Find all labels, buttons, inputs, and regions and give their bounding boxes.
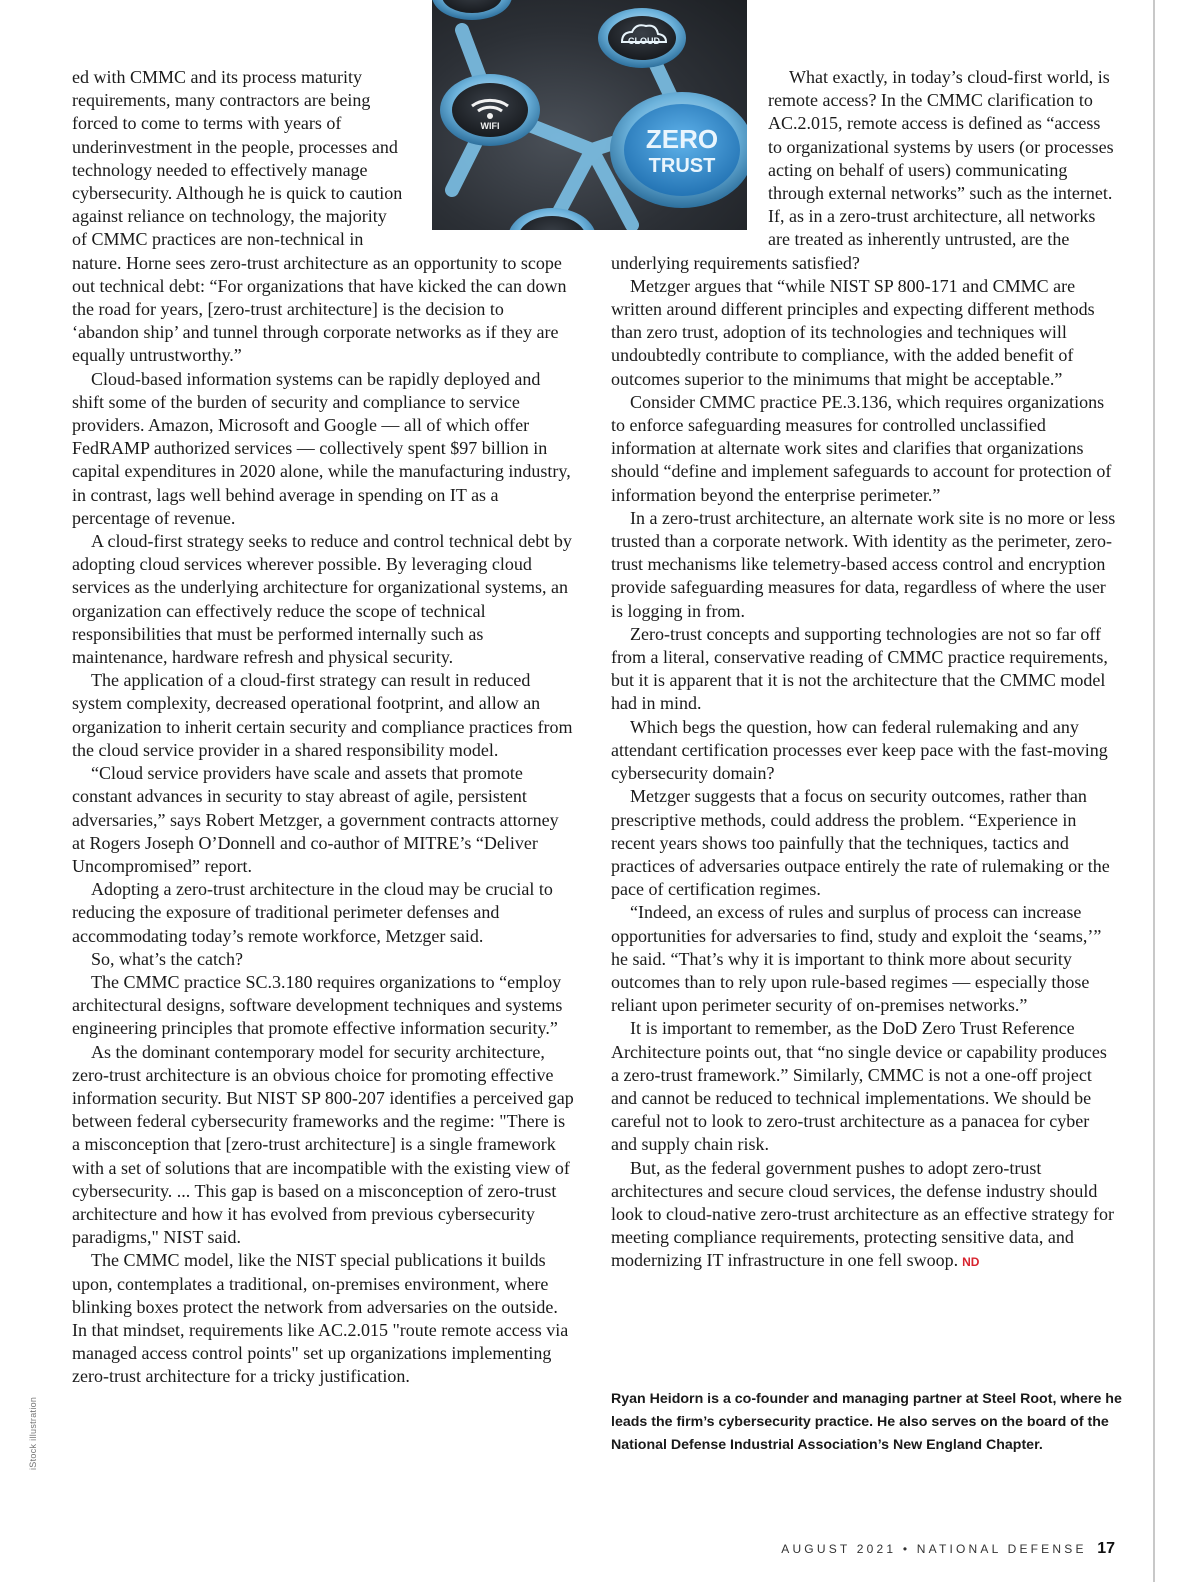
paragraph-text: But, as the federal government pushes to adopt zero-trust architectures and secure cloud services, the defense industry should look to cloud-native zero-trust architecture as an effective strategy for meeting compliance requirements, protecting sensitive data, and modernizing IT infrastructure in one fell swoop. (611, 1157, 1114, 1271)
zero-trust-line1: ZERO (645, 124, 719, 154)
paragraph: “Cloud service providers have scale and assets that promote constant advances in security to stay abreast of agile, persistent adversaries,” says Robert Metzger, a government contracts attorney at Rogers Joseph O’Donnell and co-author of MITRE’s “Deliver Uncompromised” report. (72, 763, 559, 876)
photo-credit: iStock illustration (28, 1396, 38, 1470)
page-edge-rule (1153, 0, 1155, 1582)
paragraph: Zero-trust concepts and supporting technologies are not so far off from a literal, conservative reading of CMMC practice requirements, but it is apparent that it is not the architecture that the CMMC model had in mind. (611, 623, 1108, 714)
paragraph: A cloud-first strategy seeks to reduce and control technical debt by adopting cloud services wherever possible. By leveraging cloud services as the underlying architecture for organizational systems, an organization can effectively reduce the scope of technical responsibilities that must be performed internally such as maintenance, hardware refresh and physical security. (72, 531, 572, 668)
zero-trust-line2: TRUST (648, 155, 716, 177)
paragraph: As the dominant contemporary model for security architecture, zero-trust architecture is an obvious choice for promoting effective information security. But NIST SP 800-207 identifies a perceived gap between federal cybersecurity frameworks and the regime: "There is a misconception that [zero-trust architecture] is a single framework with a set of solutions that are incompatible with the existing view of cybersecurity. ... This gap is based on a misconception of zero-trust architecture and how it has evolved from previous cybersecurity paradigms," NIST said. (72, 1041, 574, 1248)
footer-separator: • (902, 1542, 911, 1556)
page-number: 17 (1097, 1540, 1115, 1557)
left-column (72, 66, 575, 1389)
paragraph: So, what’s the catch? (91, 948, 243, 969)
right-column (611, 66, 1117, 1275)
paragraph: “Indeed, an excess of rules and surplus of process can increase opportunities for adversaries to find, study and exploit the ‘seams,’” he said. “That’s why it is important to think more about security outcomes than to rely upon rule-based regimes — especially those reliant upon perimeter security of on-premises networks.” (611, 902, 1102, 1016)
paragraph: In a zero-trust architecture, an alternate work site is no more or less trusted than a corporate network. With identity as the perimeter, zero-trust mechanisms like telemetry-based access control and encryption provide safeguarding measures for data, regardless of where the user is logging in from. (611, 507, 1116, 621)
paragraph: Metzger argues that “while NIST SP 800-171 and CMMC are written around different principles and expecting different methods than zero trust, adoption of its technologies and techniques will undoubtedly contribute to compliance, with the added benefit of outcomes superior to the minimums that might be acceptable.” (611, 275, 1095, 389)
page-footer (781, 1540, 1115, 1558)
top-left-badge (432, 0, 512, 20)
author-bio: Ryan Heidorn is a co-founder and managing partner at Steel Root, where he leads the firm’s cybersecurity practice. He also serves on the board of the National Defense Industrial Association’s New England Chapter. (611, 1391, 1122, 1453)
paragraph: The CMMC model, like the NIST special publications it builds upon, contemplates a traditional, on-premises environment, where blinking boxes protect the network from adversaries on the outside. In that mindset, requirements like AC.2.015 "route remote access via managed access control points" set up organizations implementing zero-trust architecture for a tricky justification. (72, 1250, 569, 1387)
end-mark: ND (962, 1255, 980, 1270)
cloud-badge-label: CLOUD (628, 36, 660, 46)
paragraph: Cloud-based information systems can be rapidly deployed and shift some of the burden of security and compliance to service providers. Amazon, Microsoft and Google — all of which offer FedRAMP authorized services — collectively spent $97 billion in capital expenditures in 2020 alone, while the manufacturing industry, in contrast, lags well behind average in spending on IT as a percentage of revenue. (72, 368, 571, 528)
footer-magazine: NATIONAL DEFENSE (916, 1542, 1087, 1556)
cloud-badge (598, 8, 686, 68)
footer-issue: AUGUST 2021 (781, 1542, 897, 1556)
paragraph: Metzger suggests that a focus on security outcomes, rather than prescriptive methods, could address the problem. “Experience in recent years shows too painfully that the techniques, tactics and practices of adversaries outpace entirely the rate of rulemaking or the pace of certification regimes. (611, 786, 1110, 900)
paragraph: Consider CMMC practice PE.3.136, which requires organizations to enforce safeguarding measures for controlled unclassified information at alternate work sites and clarifies that organizations should “define and implement safeguards to account for protection of information beyond the enterprise perimeter.” (611, 391, 1112, 505)
paragraph: ed with CMMC and its process maturity requirements, many contractors are being forced to come to terms with years of underinvestment in the people, processes and technology needed to effectively manage cybersecurity. Although he is quick to caution against reliance on technology, the majority of CMMC practices are non-technical in nature. Horne sees zero-trust architecture as an opportunity to scope out technical debt: “For organizations that have kicked the can down the road for years, [zero-trust architecture] is the decision to ‘abandon ship’ and tunnel through corporate networks as if they are equally untrustworthy.” (72, 67, 567, 366)
wifi-badge-label: WIFI (480, 121, 500, 131)
paragraph: What exactly, in today’s cloud-first world, is remote access? In the CMMC clarification to AC.2.015, remote access is defined as “access to organizational systems by users (or processes acting on behalf of users) communicating through external networks” such as the internet. If, as in a zero-trust architecture, all networks are treated as inherently untrusted, are the underlying requirements satisfied? (611, 67, 1114, 273)
paragraph: The application of a cloud-first strategy can result in reduced system complexity, decreased operational footprint, and allow an organization to inherit certain security and compliance practices from the cloud service provider in a shared responsibility model. (72, 670, 573, 760)
paragraph: The CMMC practice SC.3.180 requires organizations to “employ architectural designs, software development techniques and systems engineering principles that promote effective information security.” (72, 971, 563, 1039)
final-paragraph (611, 1157, 1117, 1275)
paragraph: It is important to remember, as the DoD Zero Trust Reference Architecture points out, that “no single device or capability produces a zero-trust framework.” Similarly, CMMC is not a one-off project and cannot be reduced to technical implementations. We should be careful not to look to zero-trust architecture as a panacea for cyber and supply chain risk. (611, 1018, 1107, 1155)
paragraph: Adopting a zero-trust architecture in the cloud may be crucial to reducing the exposure of traditional perimeter defenses and accommodating today’s remote workforce, Metzger said. (72, 879, 553, 946)
paragraph: Which begs the question, how can federal rulemaking and any attendant certification processes ever keep pace with the fast-moving cybersecurity domain? (611, 716, 1108, 784)
